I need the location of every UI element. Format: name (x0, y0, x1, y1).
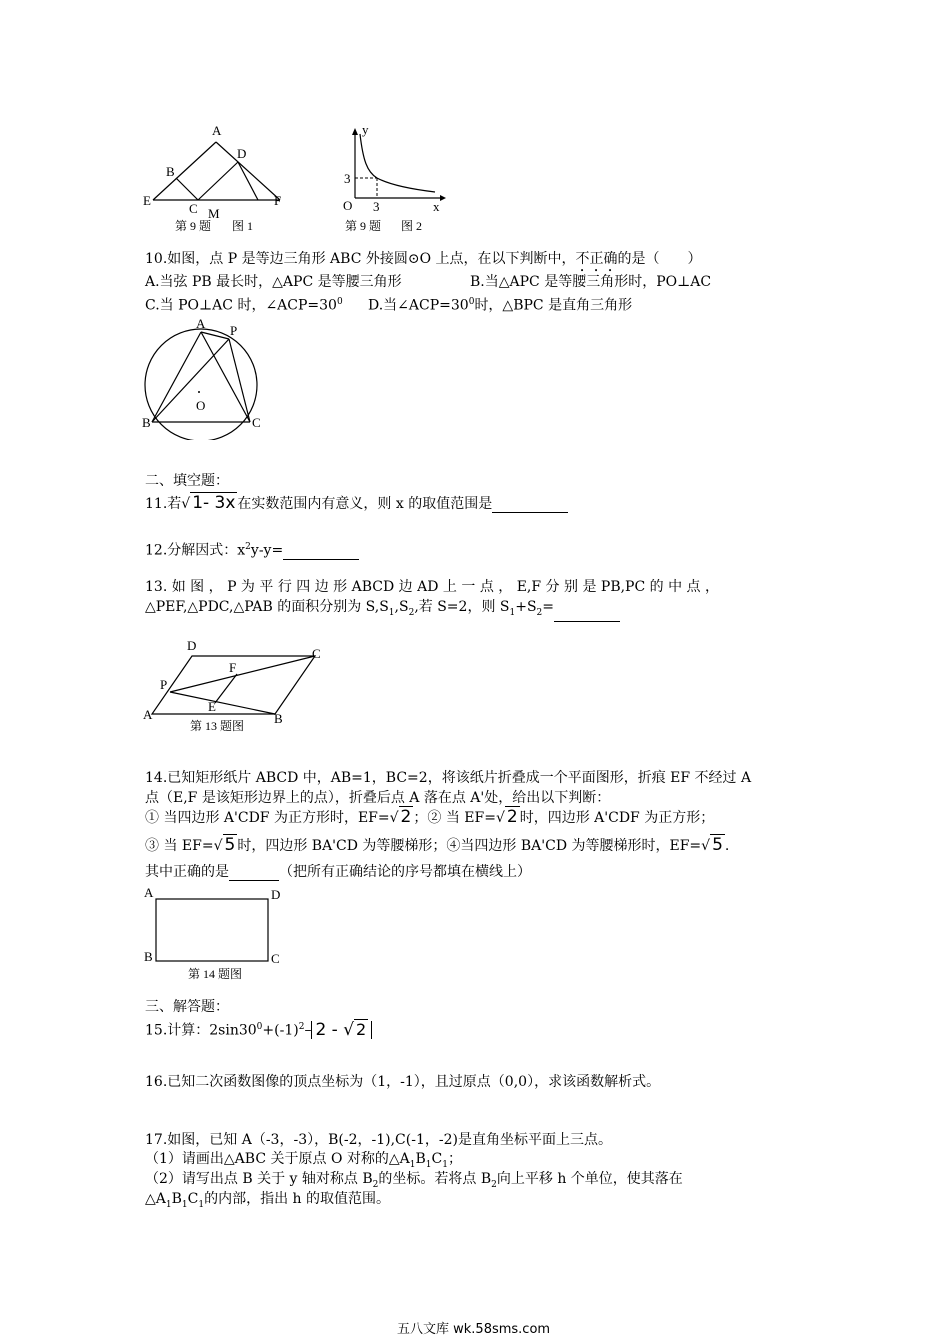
figure-14 (140, 883, 290, 983)
fig13-label-d: D (187, 638, 197, 653)
section-2-heading: 二、填空题： (145, 473, 229, 489)
q11-radicand: 1- 3x (192, 493, 236, 513)
fig9-2-axis-y: y (362, 122, 369, 137)
q13-line2-d: +S (515, 599, 537, 615)
q14-j3c: . (724, 838, 730, 854)
q15-minus: – (304, 1022, 312, 1039)
q13-line2-a: △PEF,△PDC,△PAB 的面积分别为 S,S (145, 599, 389, 615)
q17-line4 (145, 1190, 390, 1214)
figure-13 (140, 635, 330, 740)
q15-abs-a: 2 - (315, 1019, 344, 1040)
q14-line2: 点（E,F 是该矩形边界上的点），折叠后点 A 落在点 A'处，给出以下判断： (145, 790, 611, 806)
fig9-1-label-c: C (189, 201, 198, 216)
q17-line2-c: C (431, 1151, 443, 1167)
figure-10 (135, 315, 275, 440)
q14-line4 (145, 863, 531, 881)
q12-answer-blank[interactable] (283, 545, 359, 560)
figure-9-2 (335, 120, 455, 235)
fig13-label-c: C (312, 646, 321, 661)
q17-line2-sub1: 1 (409, 1159, 416, 1170)
fig14-label-b: B (144, 949, 153, 964)
q10-option-d-sup: 0 (468, 297, 475, 307)
q13-answer-blank[interactable] (554, 607, 620, 622)
fig9-1-label-d: D (237, 146, 247, 161)
q13-line1: 13. 如 图 ， P 为 平 行 四 边 形 ABCD 边 AD 上 一 点 ， E,F 分 别 是 PB,PC 的 中 点 ， (145, 579, 719, 595)
section-3-heading: 三、解答题： (145, 999, 229, 1015)
q10-option-c-text: C.当 PO⊥AC 时，∠ACP=30 (145, 297, 337, 314)
q10-option-d-text: D.当∠ACP=30 (368, 297, 469, 314)
q12-sup: 2 (245, 542, 251, 552)
fig13-label-f: F (229, 660, 237, 675)
q14-sqrt-4: √ 5 (701, 835, 723, 855)
q14-j1c: 时，四边形 A'CDF 为正方形； (519, 810, 715, 826)
q11 (145, 494, 568, 518)
q13-sub-1b: 1 (509, 607, 516, 618)
q14-radicand-4: 5 (712, 835, 723, 855)
q14-line4-a: 其中正确的是 (145, 864, 229, 880)
q17-line4-c: C (187, 1191, 199, 1207)
q14-judgement-1-2 (145, 808, 714, 832)
fig9-2-x-tick: 3 (373, 199, 380, 214)
q10-stem (145, 250, 702, 275)
q15-sup-square: 2 (298, 1022, 305, 1032)
q13-sub-2b: 2 (536, 607, 543, 618)
fig14-label-d: D (271, 887, 281, 902)
q11-sqrt: √ 1- 3x (181, 493, 236, 513)
q17-line4-sub2: 1 (181, 1199, 188, 1210)
fig9-2-origin: O (343, 198, 353, 213)
q14-radicand-2: 2 (506, 807, 518, 827)
q17-line3-c: 向上平移 h 个单位，使其落在 (496, 1171, 683, 1187)
q10-option-b: B.当△APC 是等腰三角形时，PO⊥AC (470, 274, 712, 290)
q10-option-d (368, 293, 632, 315)
q14-sqrt-2: √ 2 (495, 807, 518, 827)
q14-radicand-1: 2 (400, 807, 412, 827)
fig13-label-a: A (143, 707, 153, 722)
fig9-1-label-e: E (143, 193, 151, 208)
q14-line1: 14.已知矩形纸片 ABCD 中，AB=1，BC=2，将该纸片折叠成一个平面图形，折痕 EF 不经过 A (145, 770, 752, 786)
fig9-1-label-m: M (208, 206, 220, 221)
q15-mid: +(-1) (262, 1022, 299, 1039)
q14-j1b: ；② 当 EF= (413, 810, 496, 826)
q17-line4-a: △A (145, 1191, 166, 1207)
fig10-label-a: A (196, 316, 206, 331)
q13-sub-1: 1 (388, 607, 395, 618)
q14-radicand-3: 5 (224, 835, 236, 855)
q14-judgement-3-4 (145, 836, 729, 860)
q10-option-a: A.当弦 PB 最长时，△APC 是等腰三角形 (145, 274, 402, 290)
q12-pre: 12.分解因式：x (145, 542, 246, 559)
q17-line2-sub3: 1 (442, 1159, 448, 1170)
q17-line4-b: B (171, 1191, 182, 1207)
q14-j3: ③ 当 EF= (145, 838, 214, 854)
q13-line2 (145, 598, 620, 622)
fig9-1-label-b: B (166, 164, 175, 179)
q15 (145, 1018, 372, 1048)
fig9-2-axis-x: x (433, 199, 440, 214)
q10-option-d-tail: 时，△BPC 是直角三角形 (474, 297, 633, 314)
fig9-2-caption-no: 第 9 题 (345, 219, 382, 233)
q15-pre: 15.计算：2sin30 (145, 1022, 257, 1039)
q17-line2-a: （1）请画出△ABC 关于原点 O 对称的△A (145, 1151, 410, 1167)
fig9-1-caption-fig: 图 1 (232, 219, 254, 233)
q17-line3-a: （2）请写出点 B 关于 y 轴对称点 B (145, 1171, 373, 1187)
q16: 16.已知二次函数图像的顶点坐标为（1，-1），且过原点（0,0），求该函数解析式。 (145, 1074, 661, 1090)
q14-j3b: 时，四边形 BA'CD 为等腰梯形；④当四边形 BA'CD 为等腰梯形时，EF= (237, 838, 702, 854)
fig14-label-a: A (144, 885, 154, 900)
q14-line4-b: （把所有正确结论的序号都填在横线上） (279, 864, 531, 880)
q11-post: 在实数范围内有意义，则 x 的取值范围是 (237, 496, 493, 512)
q17-line2-sub2: 1 (425, 1159, 432, 1170)
q13-line2-b: ,S (394, 599, 409, 615)
q14-answer-blank[interactable] (229, 866, 279, 881)
fig13-caption: 第 13 题图 (190, 719, 245, 733)
fig10-label-b: B (142, 415, 151, 430)
fig14-caption: 第 14 题图 (188, 967, 243, 981)
fig14-label-c: C (271, 951, 280, 966)
fig9-2-caption-fig: 图 2 (401, 219, 423, 233)
q17-line4-d: 的内部，指出 h 的取值范围。 (204, 1191, 391, 1207)
q17-line4-sub3: 1 (198, 1199, 205, 1210)
fig9-1-caption-no: 第 9 题 (175, 219, 212, 233)
q15-sup-degree: 0 (256, 1022, 263, 1032)
q12 (145, 538, 359, 560)
footer-watermark: 五八文库 wk.58sms.com (397, 1322, 551, 1337)
fig9-1-label-f: F (274, 193, 282, 208)
q11-pre: 11.若 (145, 496, 182, 512)
q15-abs-radicand: 2 (356, 1019, 367, 1039)
q10-stem-tail: 的是（ ） (617, 251, 702, 267)
q13-line2-c: ,若 S=2，则 S (414, 599, 510, 615)
fig9-1-label-a: A (212, 123, 222, 138)
fig10-label-o: O (196, 398, 206, 413)
q10-stem-text: 10.如图，点 P 是等边三角形 ABC 外接圆⊙O 上点，在以下判断中， (145, 251, 576, 267)
fig13-label-e: E (208, 699, 216, 714)
q13-line2-e: = (542, 599, 555, 615)
q17-line2-b: B (415, 1151, 426, 1167)
q10-stem-emphasis: 不正确 (575, 251, 618, 267)
q14-j1: ① 当四边形 A'CDF 为正方形时，EF= (145, 810, 390, 826)
q14-sqrt-3: √ 5 (213, 835, 236, 855)
fig9-2-y-tick: 3 (344, 171, 351, 186)
fig10-label-c: C (252, 415, 261, 430)
q17-line1: 17.如图，已知 A（-3，-3），B(-2，-1),C(-1，-2)是直角坐标平面上三点。 (145, 1132, 612, 1148)
fig10-label-p: P (230, 323, 238, 338)
q10-option-c-sup: 0 (336, 297, 343, 307)
figure-9-1 (140, 120, 300, 235)
q17-line2-d: ； (447, 1151, 462, 1167)
q11-answer-blank[interactable] (492, 498, 568, 513)
q17-line3-b: 的坐标。若将点 B (378, 1171, 492, 1187)
q10-option-c (145, 293, 343, 315)
q17-line4-sub1: 1 (165, 1199, 172, 1210)
q13-sub-2: 2 (408, 607, 415, 618)
q14-sqrt-1: √ 2 (389, 807, 412, 827)
q15-absolute-value: 2 - √ 2 (311, 1021, 372, 1039)
q17-line3-sub1: 2 (372, 1179, 379, 1190)
q17-line3-sub2: 2 (491, 1179, 497, 1190)
fig13-label-b: B (274, 711, 283, 726)
fig13-label-p: P (160, 677, 168, 692)
q12-post: y-y= (250, 542, 284, 559)
